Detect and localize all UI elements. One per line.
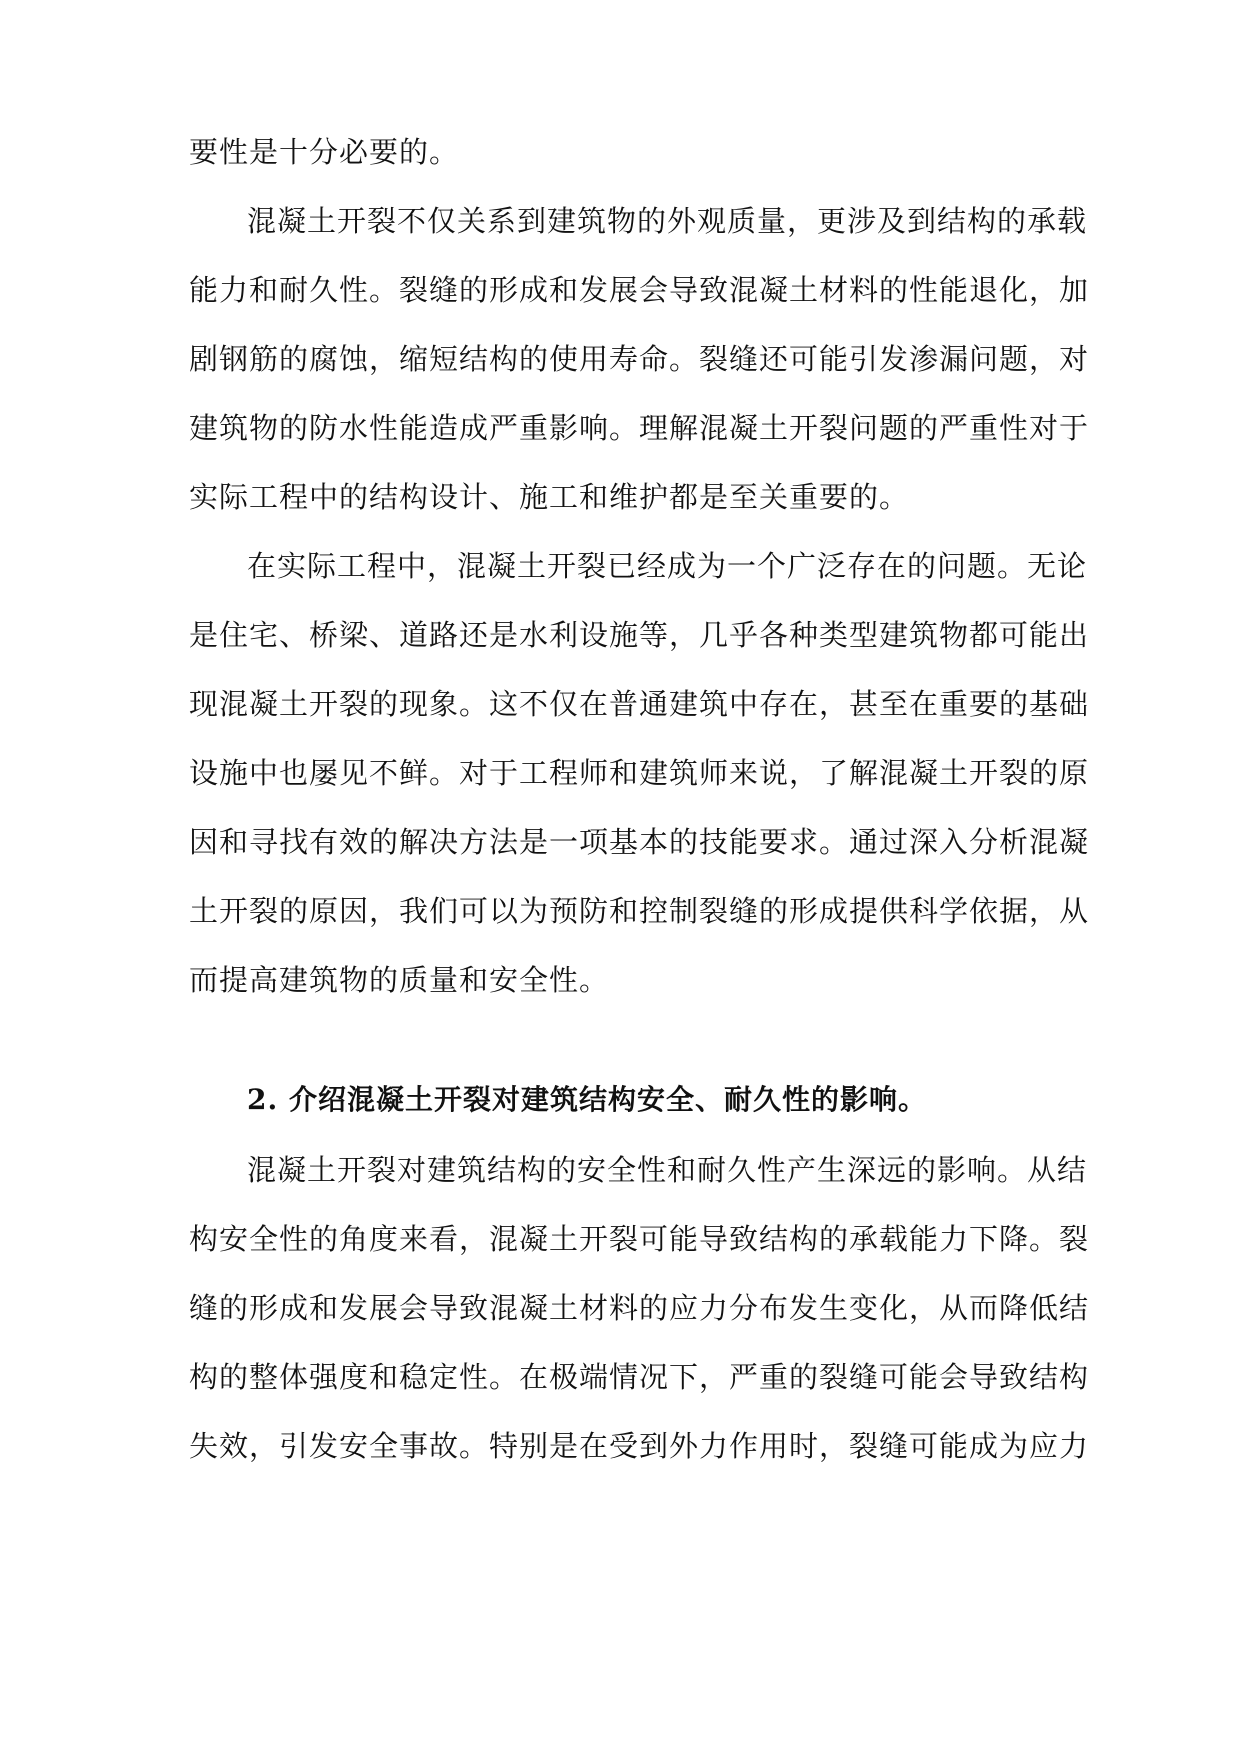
text-line: 因和寻找有效的解决方法是一项基本的技能要求。通过深入分析混凝 [189, 825, 1090, 859]
text-line: 能力和耐久性。裂缝的形成和发展会导致混凝土材料的性能退化，加 [189, 273, 1090, 307]
text-line: 要性是十分必要的。 [189, 135, 460, 169]
text-line: 在实际工程中，混凝土开裂已经成为一个广泛存在的问题。无论 [247, 549, 1088, 583]
text-line: 现混凝土开裂的现象。这不仅在普通建筑中存在，甚至在重要的基础 [189, 687, 1090, 721]
text-line: 构的整体强度和稳定性。在极端情况下，严重的裂缝可能会导致结构 [189, 1360, 1090, 1394]
section-heading: 2. 介绍混凝土开裂对建筑结构安全、耐久性的影响。 [247, 1083, 927, 1116]
text-line: 构安全性的角度来看，混凝土开裂可能导致结构的承载能力下降。裂 [189, 1222, 1090, 1256]
text-line: 混凝土开裂不仅关系到建筑物的外观质量，更涉及到结构的承载 [247, 204, 1088, 238]
text-line: 缝的形成和发展会导致混凝土材料的应力分布发生变化，从而降低结 [189, 1291, 1090, 1325]
text-line: 实际工程中的结构设计、施工和维护都是至关重要的。 [189, 480, 910, 514]
text-line: 剧钢筋的腐蚀，缩短结构的使用寿命。裂缝还可能引发渗漏问题，对 [189, 342, 1090, 376]
text-line: 土开裂的原因，我们可以为预防和控制裂缝的形成提供科学依据，从 [189, 894, 1090, 928]
text-line: 建筑物的防水性能造成严重影响。理解混凝土开裂问题的严重性对于 [189, 411, 1090, 445]
text-line: 是住宅、桥梁、道路还是水利设施等，几乎各种类型建筑物都可能出 [189, 618, 1090, 652]
text-line: 设施中也屡见不鲜。对于工程师和建筑师来说，了解混凝土开裂的原 [189, 756, 1090, 790]
text-line: 失效，引发安全事故。特别是在受到外力作用时，裂缝可能成为应力 [189, 1429, 1090, 1463]
text-line: 而提高建筑物的质量和安全性。 [189, 963, 610, 997]
text-line: 混凝土开裂对建筑结构的安全性和耐久性产生深远的影响。从结 [247, 1153, 1088, 1187]
